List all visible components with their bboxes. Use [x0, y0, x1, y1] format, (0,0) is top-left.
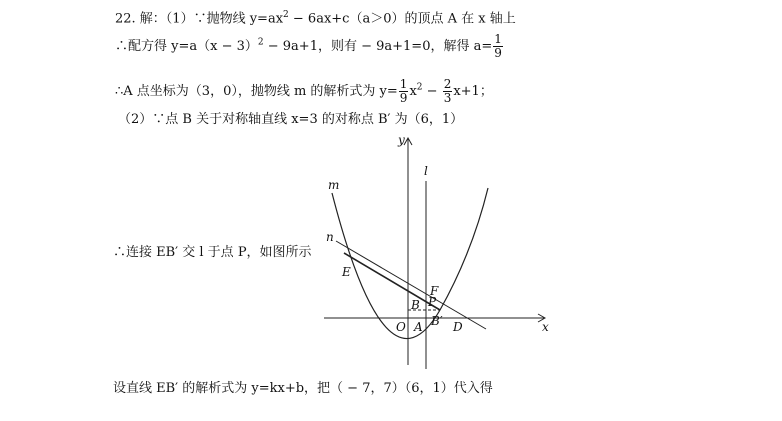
label-line-l: l — [424, 164, 428, 178]
label-y-axis: y — [398, 133, 405, 147]
fraction-two-thirds — [443, 78, 453, 105]
line3-minus: − — [422, 84, 442, 99]
fraction-a-denominator: 9 — [494, 46, 502, 60]
solution-line-5: ∴连接 EB′ 交 l 于点 P，如图所示 — [113, 245, 312, 260]
label-origin-o: O — [396, 320, 406, 334]
solution-line-3 — [115, 78, 493, 105]
label-curve-m: m — [328, 178, 340, 192]
line2-prefix: ∴配方得 y=a（x − 3） — [115, 39, 258, 54]
label-point-d: D — [453, 320, 463, 334]
solution-line-4: （2）∵点 B 关于对称轴直线 x=3 的对称点 B′ 为（6，1） — [118, 112, 464, 127]
label-line-n: n — [326, 230, 334, 244]
label-point-b: B — [411, 298, 420, 312]
fraction2-denominator: 3 — [443, 91, 452, 105]
line3-exponent: 2 — [416, 82, 423, 93]
line3-suffix: x+1； — [453, 84, 493, 99]
fraction-a — [493, 33, 503, 60]
graph-figure — [322, 133, 554, 371]
fraction1-numerator: 1 — [399, 77, 408, 91]
solution-line-1 — [115, 7, 516, 27]
label-point-e: E — [342, 265, 351, 279]
fraction2-numerator: 2 — [443, 77, 452, 91]
line3-x: x — [409, 84, 417, 99]
line2-exponent: 2 — [257, 37, 264, 48]
fraction-a-numerator: 1 — [494, 32, 502, 46]
line1-prefix: 22. 解：（1）∵抛物线 y=ax — [115, 11, 284, 27]
label-point-b-prime: B′ — [431, 314, 443, 328]
line2-middle: − 9a+1，则有 − 9a+1=0，解得 a= — [263, 39, 493, 54]
fraction1-denominator: 9 — [399, 91, 408, 105]
label-x-axis: x — [542, 320, 549, 334]
solution-line-2 — [115, 33, 504, 60]
fraction-one-ninth — [399, 78, 409, 105]
line-n — [336, 241, 486, 329]
line1-suffix: − 6ax+c（a＞0）的顶点 A 在 x 轴上 — [288, 11, 516, 27]
solution-line-6: 设直线 EB′ 的解析式为 y=kx+b，把（ − 7，7）（6，1）代入得 — [113, 381, 493, 396]
label-point-a: A — [414, 320, 423, 334]
line1-exponent: 2 — [283, 10, 289, 20]
label-point-p: P — [428, 295, 437, 309]
line3-prefix: ∴A 点坐标为（3，0），抛物线 m 的解析式为 y= — [115, 84, 398, 99]
label-point-f: F — [430, 284, 439, 298]
